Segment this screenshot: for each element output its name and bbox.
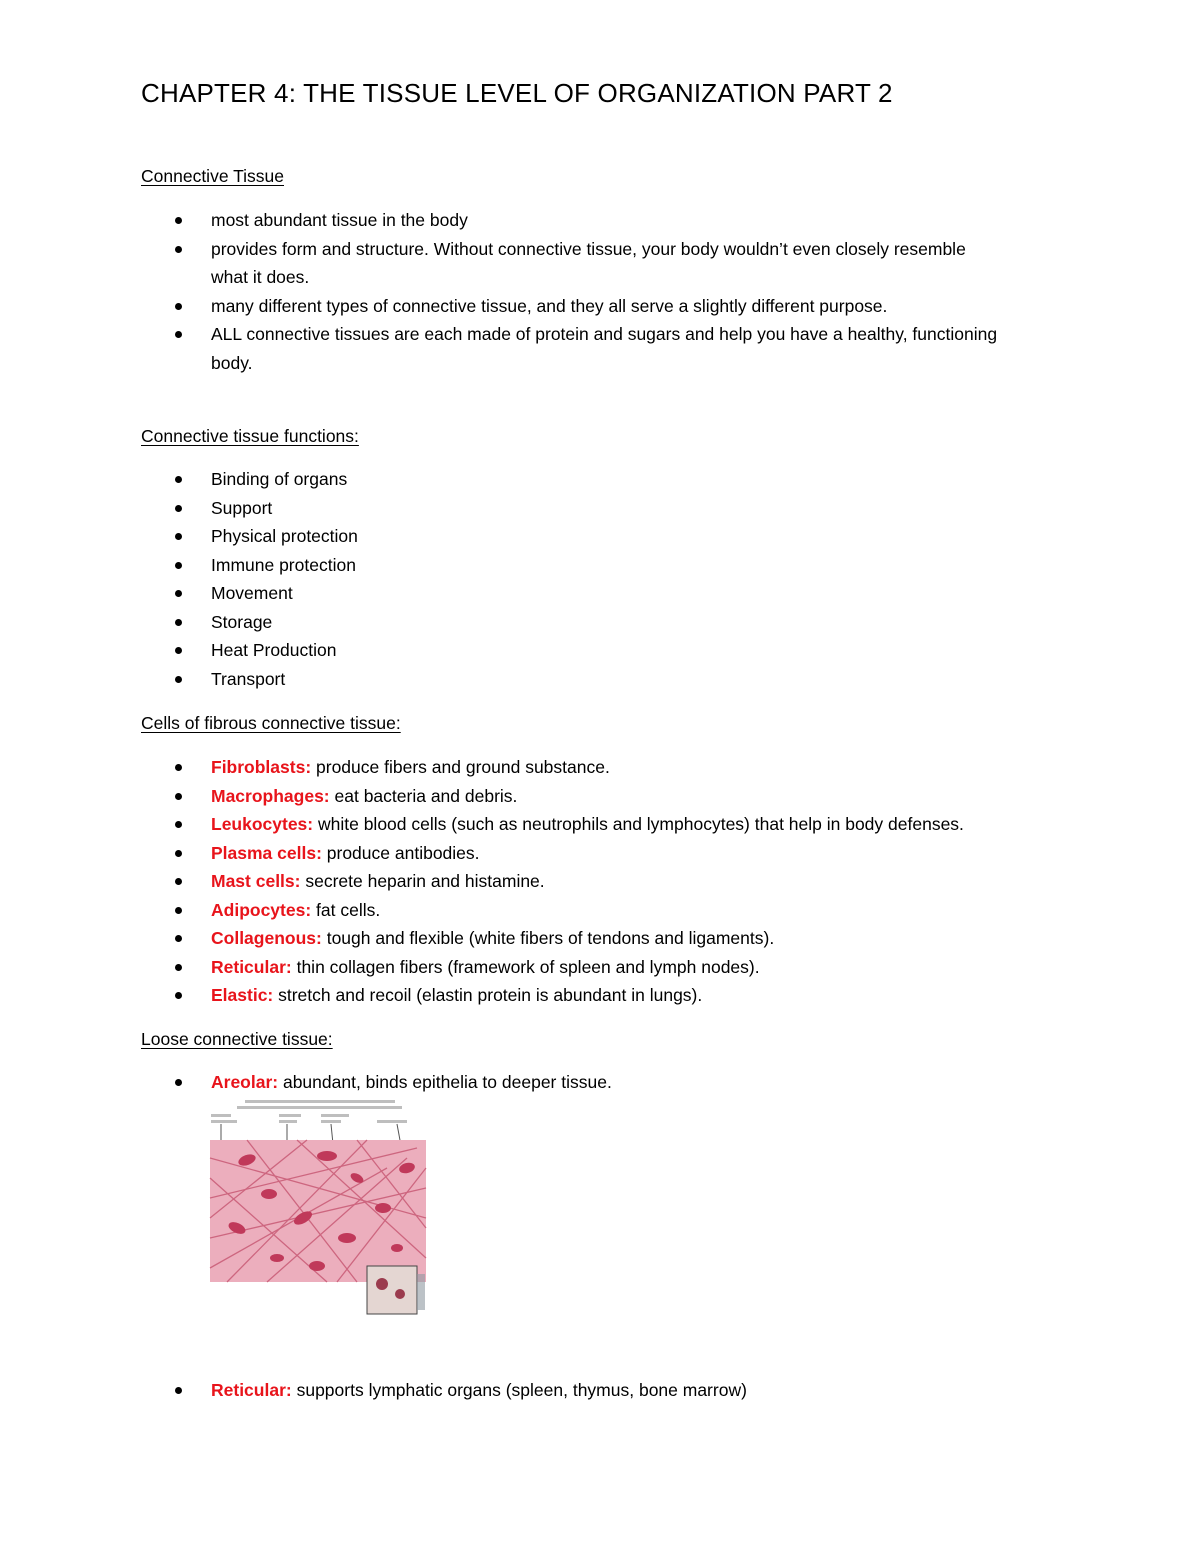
list-item [141,665,1081,694]
list-item [141,494,1081,523]
bullet-icon [175,850,182,857]
heading-loose: Loose connective tissue: [141,1029,333,1049]
list-item [141,636,1081,665]
list-item-text: Physical protection [211,526,358,546]
bullet-icon [175,505,182,512]
micrograph-illustration [207,1098,429,1316]
bullet-icon [175,619,182,626]
list-item [141,782,1081,811]
term-label: Leukocytes: [211,814,314,834]
loose-list-reticular [141,1376,1081,1405]
term-label: Reticular: [211,1380,292,1400]
list-item [141,867,1081,896]
list-item [141,579,1081,608]
term-description: stretch and recoil (elastin protein is abundant in lungs). [273,985,703,1005]
figure-caption-lines [211,1100,407,1123]
list-item-text: Immune protection [211,554,356,575]
bullet-icon [175,562,182,569]
list-item-text: Storage [211,611,273,632]
heading-functions: Connective tissue functions: [141,426,359,446]
bullet-icon [175,331,182,338]
term-label: Mast cells: [211,871,301,891]
bullet-icon [175,1079,182,1086]
areolar-tissue-image [207,1098,429,1316]
list-item-text: ALL connective tissues are each made of protein and sugars and help you have a healthy, functioning body. [211,324,998,373]
term-description: white blood cells (such as neutrophils and lymphocytes) that help in body defenses. [313,814,964,834]
list-item [141,981,1081,1010]
list-item [141,608,1081,637]
list-item [141,896,1081,925]
bullet-icon [175,1387,182,1394]
list-item [141,320,1001,377]
term-description: abundant, binds epithelia to deeper tissue. [278,1072,612,1092]
term-label: Reticular: [211,956,292,977]
inset-edge [417,1274,425,1310]
list-item [141,953,1081,982]
bullet-icon [175,217,182,224]
list-item-text: provides form and structure. Without connective tissue, your body wouldn’t even closely resemble what it does. [211,238,966,287]
list-item [141,206,1081,235]
list-item [141,522,1081,551]
functions-list [141,465,1081,693]
term-description: fat cells. [311,899,381,920]
list-item [141,810,1081,839]
bullet-icon [175,793,182,800]
loose-list-areolar [141,1068,1081,1097]
bullet-icon [175,821,182,828]
list-item [141,551,1081,580]
term-label: Collagenous: [211,928,322,948]
term-label: Macrophages: [211,785,330,806]
bullet-icon [175,964,182,971]
term-description: supports lymphatic organs (spleen, thymus, bone marrow) [291,1380,747,1400]
bullet-icon [175,907,182,914]
heading-cells: Cells of fibrous connective tissue: [141,713,401,733]
list-item-text: Heat Production [211,640,337,660]
bullet-icon [175,647,182,654]
list-item-text: Transport [211,668,286,689]
term-description: produce antibodies. [321,842,480,863]
bullet-icon [175,878,182,885]
list-item [141,1376,1081,1405]
list-item [141,292,1081,321]
connective-tissue-list [141,206,1081,377]
term-label: Plasma cells: [211,842,322,863]
heading-connective-tissue: Connective Tissue [141,166,284,186]
inset-cell [376,1278,388,1290]
bullet-icon [175,246,182,253]
list-item [141,753,1081,782]
term-description: eat bacteria and debris. [329,785,518,806]
list-item [141,924,1081,953]
bullet-icon [175,935,182,942]
list-item-text: Movement [211,583,293,603]
list-item [141,839,1081,868]
bullet-icon [175,590,182,597]
list-item-text: most abundant tissue in the body [211,210,468,230]
term-label: Adipocytes: [211,899,312,920]
inset-magnification [367,1266,417,1314]
list-item-text: Support [211,497,273,518]
bullet-icon [175,764,182,771]
list-item [141,235,1001,292]
term-label: Fibroblasts: [211,757,312,777]
page-title: CHAPTER 4: THE TISSUE LEVEL OF ORGANIZATION PART 2 [141,78,893,108]
term-label: Elastic: [211,985,274,1005]
term-description: secrete heparin and histamine. [300,871,545,891]
term-description: thin collagen fibers (framework of spleen and lymph nodes). [291,956,760,977]
list-item-text: Binding of organs [211,469,348,489]
term-description: tough and flexible (white fibers of tendons and ligaments). [321,928,775,948]
list-item-text: many different types of connective tissue, and they all serve a slightly different purpose. [211,295,888,316]
cells-list [141,753,1081,1010]
bullet-icon [175,476,182,483]
bullet-icon [175,533,182,540]
bullet-icon [175,303,182,310]
bullet-icon [175,992,182,999]
term-label: Areolar: [211,1072,279,1092]
bullet-icon [175,676,182,683]
list-item [141,465,1081,494]
list-item [141,1068,1081,1097]
inset-cell [395,1289,405,1299]
term-description: produce fibers and ground substance. [311,757,610,777]
